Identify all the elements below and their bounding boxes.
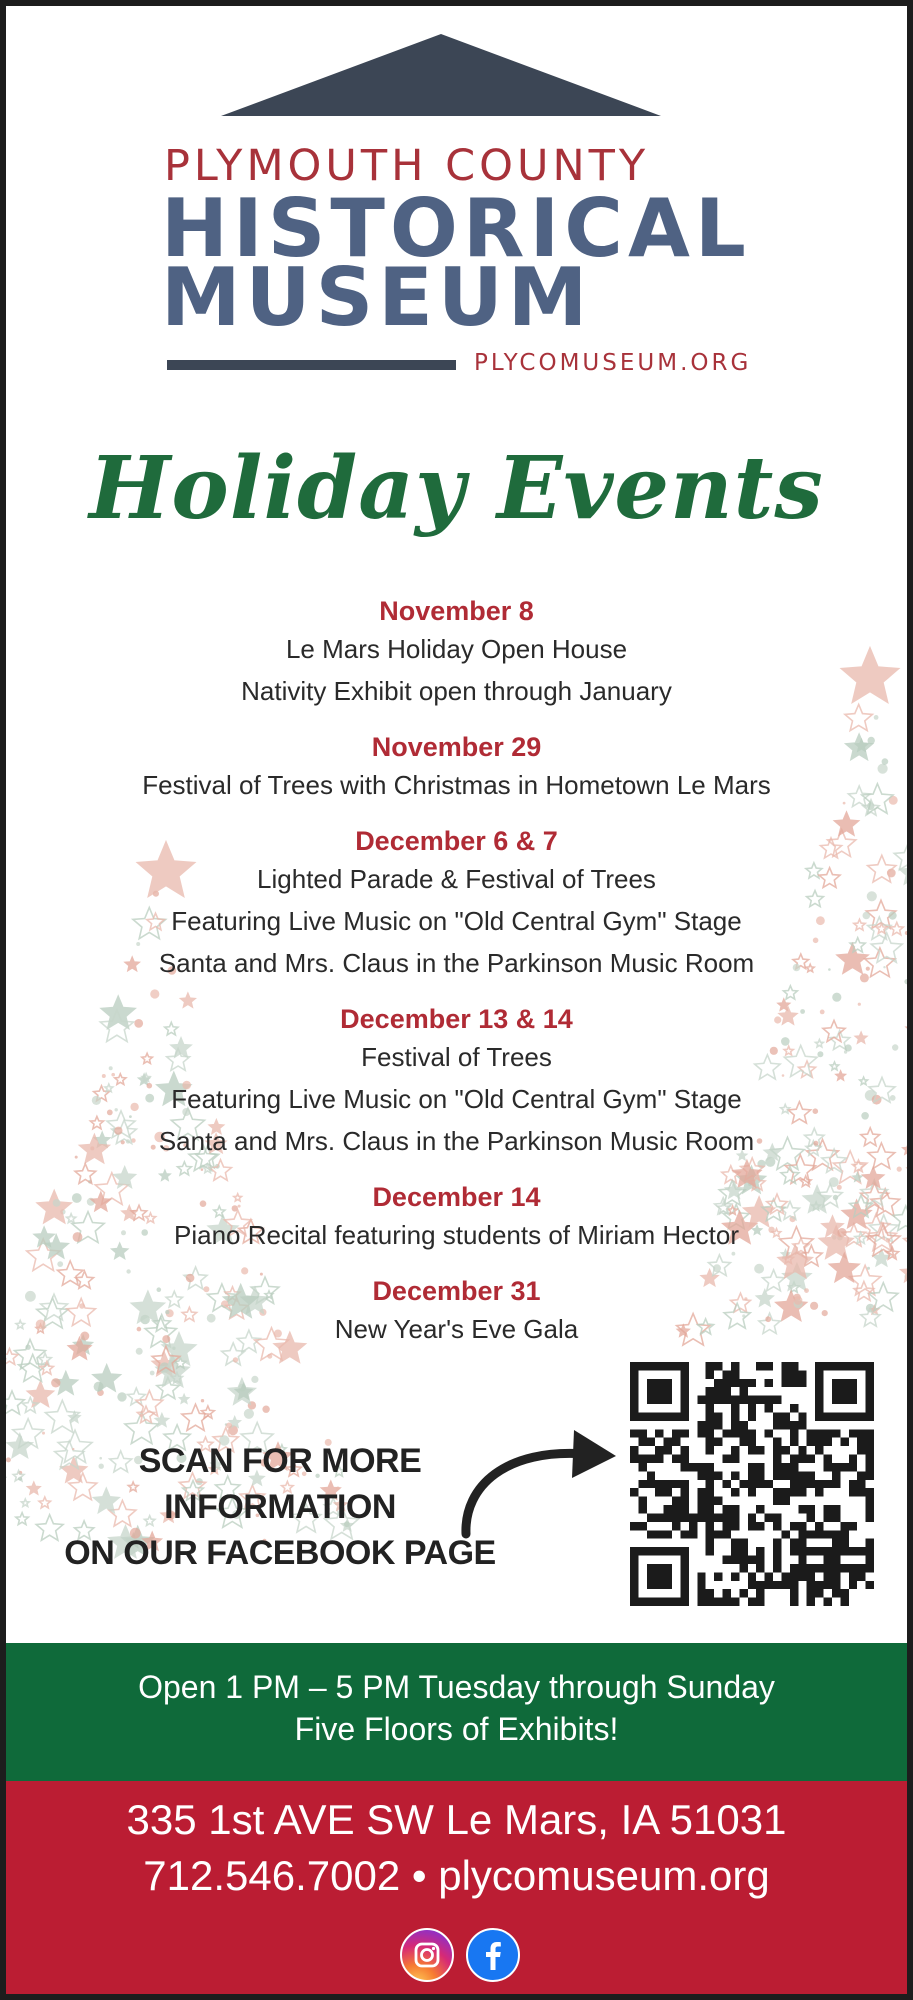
exhibits-line: Five Floors of Exhibits! (294, 1711, 619, 1747)
event-description: Festival of Trees (361, 1042, 552, 1072)
brand-museum: MUSEUM (161, 251, 593, 344)
event-date: November 29 (371, 732, 542, 762)
scan-line-1: SCAN FOR MORE (138, 1442, 422, 1480)
event-date: December 6 & 7 (355, 826, 558, 856)
event-date: December 13 & 14 (340, 1004, 573, 1034)
event-description: Piano Recital featuring students of Miriam Hector (173, 1220, 740, 1250)
brand-county: PLYMOUTH COUNTY (164, 141, 650, 191)
contact-band (6, 1781, 907, 2000)
scan-line-3: ON OUR FACEBOOK PAGE (64, 1534, 496, 1572)
phone-web-line[interactable]: 712.546.7002 • plycomuseum.org (143, 1852, 770, 1899)
event-item (6, 1180, 907, 1256)
event-item (6, 1274, 907, 1350)
event-description: Featuring Live Music on "Old Central Gym" Stage (171, 1084, 742, 1114)
event-description: Festival of Trees with Christmas in Hometown Le Mars (142, 770, 771, 800)
holiday-events-title: Holiday Events (89, 438, 824, 539)
curved-arrow-icon (446, 1416, 626, 1546)
event-description: Santa and Mrs. Claus in the Parkinson Music Room (158, 1126, 755, 1156)
museum-roof-icon (6, 6, 907, 136)
brand-website[interactable]: PLYCOMUSEUM.ORG (474, 350, 752, 376)
event-description: New Year's Eve Gala (334, 1314, 579, 1344)
event-description: Featuring Live Music on "Old Central Gym" Stage (171, 906, 742, 936)
brand-underline (167, 360, 456, 370)
address-line: 335 1st AVE SW Le Mars, IA 51031 (126, 1796, 787, 1843)
qr-code[interactable] (630, 1362, 874, 1606)
events-list (6, 594, 907, 1368)
event-description: Nativity Exhibit open through January (241, 676, 672, 706)
brand-historical: HISTORICAL (161, 182, 751, 275)
event-date: November 8 (379, 596, 534, 626)
facebook-icon[interactable] (466, 1928, 520, 1982)
scan-line-2: INFORMATION (164, 1488, 396, 1526)
scan-callout (50, 1438, 510, 1576)
event-description: Lighted Parade & Festival of Trees (257, 864, 656, 894)
event-description: Le Mars Holiday Open House (285, 634, 628, 664)
event-item (6, 594, 907, 712)
event-item (6, 824, 907, 984)
hours-band (6, 1643, 907, 1781)
event-item (6, 730, 907, 806)
event-item (6, 1002, 907, 1162)
instagram-icon[interactable] (400, 1928, 454, 1982)
event-description: Santa and Mrs. Claus in the Parkinson Music Room (158, 948, 755, 978)
event-date: December 31 (372, 1276, 541, 1306)
hours-line: Open 1 PM – 5 PM Tuesday through Sunday (138, 1669, 775, 1705)
event-date: December 14 (372, 1182, 541, 1212)
